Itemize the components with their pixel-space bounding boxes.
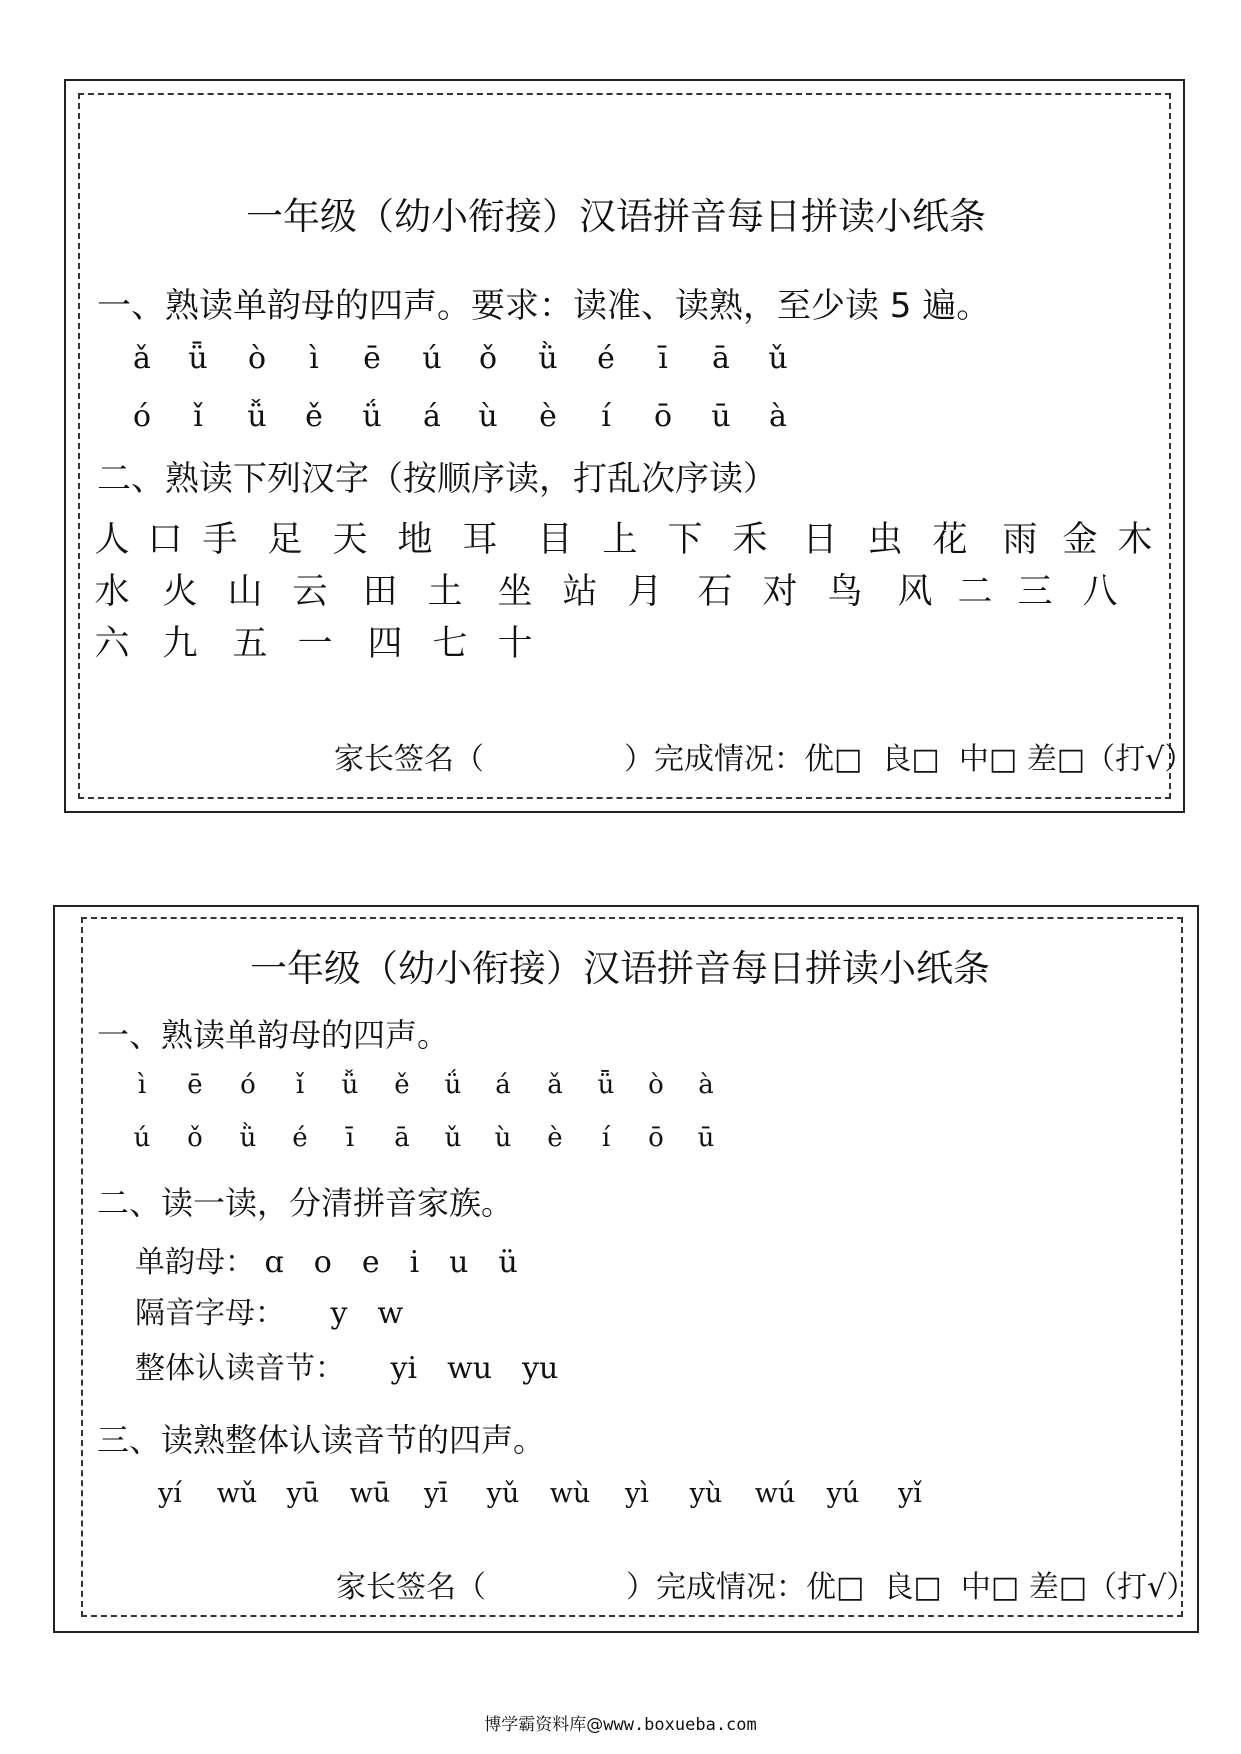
card2-tone-row-1: [0, 1070, 1241, 1110]
hanzi-character: 雨: [1002, 520, 1038, 560]
hanzi-character: 对: [762, 572, 798, 612]
hanzi-character: 下: [667, 520, 703, 560]
hanzi-character: 云: [292, 572, 328, 612]
hanzi-character: 山: [227, 572, 263, 612]
tone-vowel: ò: [648, 1070, 664, 1100]
tone-vowel: à: [698, 1070, 714, 1100]
rating-fair[interactable]: 中□: [960, 1570, 1020, 1605]
hanzi-character: 水: [94, 572, 130, 612]
hanzi-character: 三: [1017, 572, 1053, 612]
tone-vowel: ō: [648, 1123, 664, 1153]
hanzi-character: 目: [537, 520, 573, 560]
tone-vowel: à: [769, 399, 787, 434]
tone-vowel: ā: [712, 341, 730, 376]
hanzi-character: 木: [1117, 520, 1153, 560]
syllable: wù: [549, 1478, 591, 1509]
card1-section1-heading: 一、熟读单韵母的四声。要求：读准、读熟，至少读 5 遍。: [97, 286, 991, 326]
hanzi-character: 地: [397, 520, 433, 560]
footer-watermark: [0, 1710, 1241, 1735]
footer-site: 博学霸资料库@: [484, 1715, 604, 1735]
rating-excellent[interactable]: 优□: [806, 1570, 865, 1605]
card2-syllable-row: [0, 1478, 1241, 1518]
hanzi-character: 口: [147, 520, 183, 560]
tone-vowel: ǐ: [193, 399, 203, 434]
hanzi-character: 上: [602, 520, 638, 560]
hanzi-character: 四: [367, 624, 403, 664]
syllable: yì: [625, 1478, 649, 1509]
card1-section2-heading: 二、熟读下列汉字（按顺序读，打乱次序读）: [97, 459, 777, 499]
syllable: yú: [826, 1478, 860, 1509]
completion-label: ）完成情况：: [624, 742, 804, 777]
hanzi-character: 鸟: [827, 572, 863, 612]
hanzi-character: 人: [94, 520, 130, 560]
tone-vowel: ǖ: [597, 1070, 615, 1100]
tone-vowel: ù: [494, 1123, 512, 1153]
card2-section3-heading: 三、读熟整体认读音节的四声。: [97, 1421, 546, 1459]
hanzi-character: 田: [362, 572, 398, 612]
hanzi-character: 耳: [462, 520, 498, 560]
tone-vowel: ǎ: [133, 341, 151, 376]
tone-vowel: ǚ: [341, 1070, 359, 1100]
tone-vowel: ì: [137, 1070, 147, 1100]
tone-vowel: ǒ: [478, 341, 498, 376]
syllable: yù: [689, 1478, 723, 1509]
card1-parent-signature-line: [334, 734, 1194, 778]
card2-parent-signature-line: [336, 1562, 1196, 1606]
hanzi-character: 天: [332, 520, 368, 560]
hanzi-character: 二: [957, 572, 993, 612]
rating-poor[interactable]: 差□: [1026, 742, 1086, 777]
hanzi-character: 月: [627, 572, 663, 612]
hanzi-character: 坐: [497, 572, 533, 612]
hanzi-character: 一: [297, 624, 333, 664]
tick-instruction: （打√）: [1085, 742, 1195, 777]
hanzi-character: 虫: [867, 520, 903, 560]
hanzi-character: 土: [427, 572, 463, 612]
tone-vowel: é: [597, 341, 615, 376]
family-label: 单韵母：: [135, 1245, 255, 1280]
tone-vowel: é: [292, 1123, 308, 1153]
hanzi-character: 九: [162, 624, 198, 664]
tone-vowel: è: [547, 1123, 563, 1153]
tick-instruction: （打√）: [1087, 1570, 1197, 1605]
hanzi-character: 花: [932, 520, 968, 560]
tone-vowel: ū: [697, 1123, 715, 1153]
syllable: yī: [424, 1478, 448, 1509]
family-label: 隔音字母：: [135, 1296, 285, 1331]
tone-vowel: ǘ: [362, 399, 382, 434]
tone-vowel: ǔ: [768, 341, 788, 376]
family-values: ɑ o e i u ü: [264, 1245, 518, 1280]
tone-vowel: í: [601, 1123, 611, 1153]
tone-vowel: ē: [363, 341, 381, 376]
hanzi-character: 风: [897, 572, 933, 612]
family-row-whole-syllables: [135, 1343, 558, 1387]
card1-title: 一年级（幼小衔接）汉语拼音每日拼读小纸条: [246, 195, 986, 238]
rating-excellent[interactable]: 优□: [804, 742, 863, 777]
tone-vowel: ǔ: [444, 1123, 462, 1153]
card2-section2-heading: 二、读一读，分清拼音家族。: [97, 1184, 514, 1222]
tone-vowel: ò: [247, 341, 267, 376]
family-values: yi wu yu: [390, 1351, 559, 1386]
card2-section1-heading: 一、熟读单韵母的四声。: [97, 1016, 450, 1054]
tone-vowel: ě: [305, 399, 323, 434]
family-values: y w: [330, 1296, 404, 1331]
tone-vowel: ǚ: [247, 399, 267, 434]
tone-vowel: ǖ: [188, 341, 208, 376]
tone-vowel: ú: [422, 341, 442, 376]
hanzi-character: 十: [497, 624, 533, 664]
card1-hanzi-row-2: [0, 564, 1241, 612]
tone-vowel: ǜ: [239, 1123, 257, 1153]
tone-vowel: ē: [187, 1070, 203, 1100]
tone-vowel: á: [423, 399, 441, 434]
rating-fair[interactable]: 中□: [958, 742, 1018, 777]
syllable: wǔ: [216, 1478, 258, 1509]
family-row-vowels: [135, 1237, 518, 1281]
hanzi-character: 六: [94, 624, 130, 664]
tone-vowel: ě: [394, 1070, 410, 1100]
tone-vowel: ǎ: [547, 1070, 563, 1100]
tone-vowel: ō: [653, 399, 673, 434]
card1-hanzi-row-3: [0, 616, 1241, 664]
hanzi-character: 手: [202, 520, 238, 560]
hanzi-character: 火: [162, 572, 198, 612]
hanzi-character: 站: [562, 572, 598, 612]
rating-good[interactable]: 良□: [883, 1570, 942, 1605]
tone-vowel: ū: [711, 399, 731, 434]
syllable: yǐ: [898, 1478, 922, 1509]
tone-vowel: ǘ: [444, 1070, 462, 1100]
tone-vowel: ǒ: [187, 1123, 203, 1153]
hanzi-character: 石: [697, 572, 733, 612]
hanzi-character: 五: [232, 624, 268, 664]
footer-url[interactable]: www.boxueba.com: [603, 1715, 757, 1735]
tone-vowel: á: [495, 1070, 511, 1100]
tone-vowel: è: [539, 399, 557, 434]
tone-vowel: ī: [658, 341, 668, 376]
tone-vowel: ì: [309, 341, 319, 376]
card1-hanzi-row-1: [0, 512, 1241, 560]
tone-vowel: í: [601, 399, 611, 434]
card1-tone-row-1: [0, 341, 1241, 381]
tone-vowel: ǐ: [295, 1070, 305, 1100]
tone-vowel: ā: [394, 1123, 410, 1153]
family-label: 整体认读音节：: [135, 1351, 345, 1386]
rating-good[interactable]: 良□: [881, 742, 940, 777]
syllable: yǔ: [486, 1478, 520, 1509]
rating-poor[interactable]: 差□: [1028, 1570, 1088, 1605]
card2-title: 一年级（幼小衔接）汉语拼音每日拼读小纸条: [250, 947, 990, 990]
hanzi-character: 禾: [732, 520, 768, 560]
tone-vowel: ó: [132, 399, 152, 434]
hanzi-character: 七: [432, 624, 468, 664]
hanzi-character: 日: [802, 520, 838, 560]
completion-label: ）完成情况：: [626, 1570, 806, 1605]
signature-label: 家长签名（: [336, 1570, 486, 1605]
card1-tone-row-2: [0, 399, 1241, 439]
tone-vowel: ó: [240, 1070, 256, 1100]
card2-tone-row-2: [0, 1123, 1241, 1163]
family-row-separators: [135, 1288, 403, 1332]
tone-vowel: ī: [345, 1123, 355, 1153]
hanzi-character: 金: [1062, 520, 1098, 560]
syllable: yū: [286, 1478, 320, 1509]
tone-vowel: ǜ: [538, 341, 558, 376]
syllable: yí: [158, 1478, 182, 1509]
hanzi-character: 八: [1082, 572, 1118, 612]
tone-vowel: ú: [133, 1123, 151, 1153]
syllable: wú: [754, 1478, 796, 1509]
tone-vowel: ù: [478, 399, 498, 434]
syllable: wū: [349, 1478, 391, 1509]
signature-label: 家长签名（: [334, 742, 484, 777]
hanzi-character: 足: [267, 520, 303, 560]
